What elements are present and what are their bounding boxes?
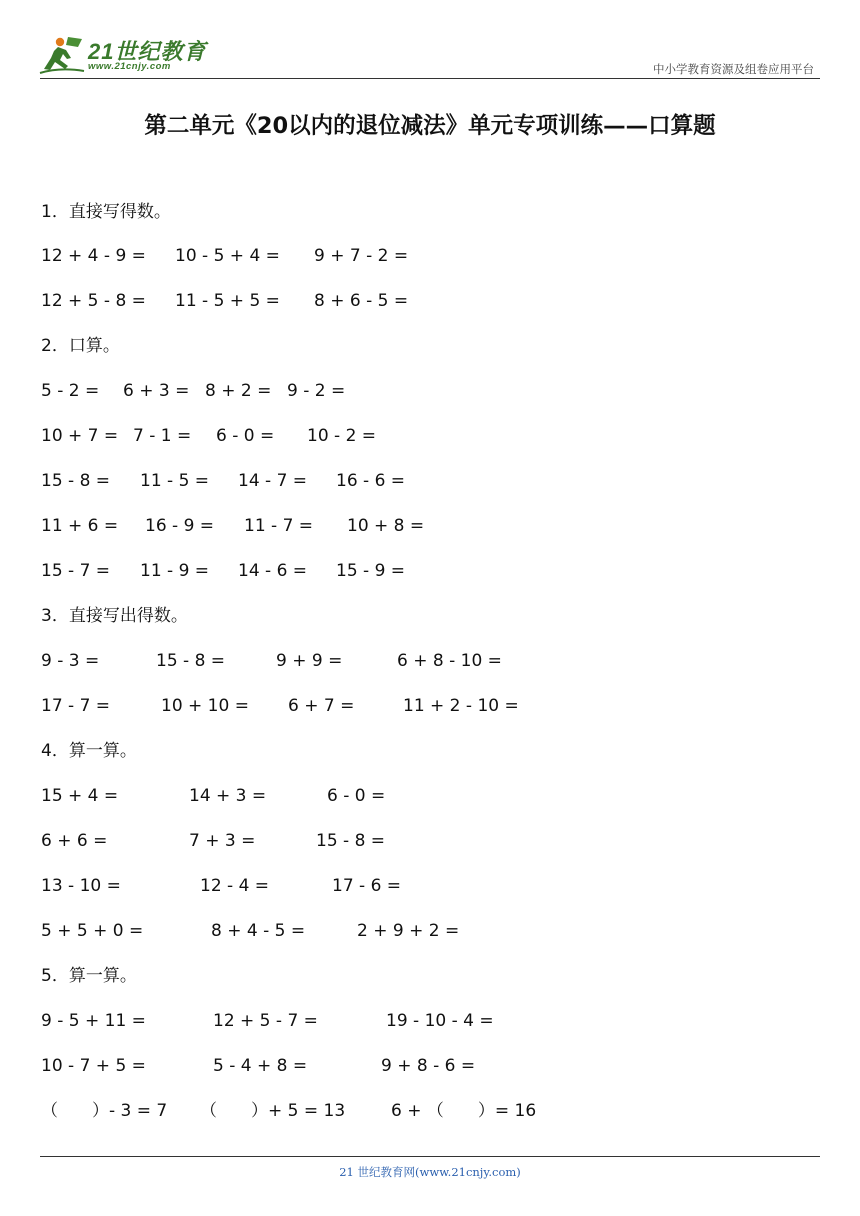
- expression: 16 - 9 =: [145, 516, 215, 536]
- expression: 9 - 5 + 11 =: [41, 1011, 146, 1031]
- expression: 6 + 6 =: [41, 831, 108, 851]
- expression: 6 - 0 =: [216, 426, 275, 446]
- expression: 10 - 7 + 5 =: [41, 1056, 146, 1076]
- expression: 5 - 4 + 8 =: [213, 1056, 308, 1076]
- expression: 6 + 7 =: [288, 696, 355, 716]
- exercise-row: [0, 1006, 860, 1036]
- expression: 17 - 6 =: [332, 876, 402, 896]
- section-4-heading: 4．算一算。: [41, 741, 137, 761]
- expression: 13 - 10 =: [41, 876, 121, 896]
- expression: 11 + 6 =: [41, 516, 119, 536]
- expression: 14 - 7 =: [238, 471, 308, 491]
- expression: 7 - 1 =: [133, 426, 192, 446]
- expression: 8 + 2 =: [205, 381, 272, 401]
- expression: 11 + 2 - 10 =: [403, 696, 519, 716]
- expression: 15 - 9 =: [336, 561, 406, 581]
- expression: 6 - 0 =: [327, 786, 386, 806]
- expression: 12 - 4 =: [200, 876, 270, 896]
- expression: 9 + 8 - 6 =: [381, 1056, 476, 1076]
- page-title: 第二单元《20以内的退位减法》单元专项训练——口算题: [144, 113, 716, 139]
- section-2-heading: 2．口算。: [41, 336, 120, 356]
- expression: 16 - 6 =: [336, 471, 406, 491]
- section-3-heading: 3．直接写出得数。: [41, 606, 188, 626]
- exercise-row: [0, 781, 860, 811]
- expression: 6 + 3 =: [123, 381, 190, 401]
- expression: 11 - 7 =: [244, 516, 314, 536]
- section-1-heading: 1．直接写得数。: [41, 202, 171, 222]
- exercise-row: [0, 241, 860, 271]
- exercise-row: [0, 376, 860, 406]
- exercise-row: [0, 511, 860, 541]
- expression: 2 + 9 + 2 =: [357, 921, 460, 941]
- exercise-row: [0, 1051, 860, 1081]
- exercise-row: [0, 691, 860, 721]
- expression: 9 + 7 - 2 =: [314, 246, 409, 266]
- expression: 12 + 5 - 7 =: [213, 1011, 318, 1031]
- expression: 9 - 2 =: [287, 381, 346, 401]
- expression: 11 - 5 =: [140, 471, 210, 491]
- exercise-row: [0, 871, 860, 901]
- expression: 12 + 5 - 8 =: [41, 291, 146, 311]
- exercise-row: [0, 1096, 860, 1126]
- header-tagline: 中小学教育资源及组卷应用平台: [653, 62, 814, 76]
- expression: 8 + 6 - 5 =: [314, 291, 409, 311]
- expression: 11 - 9 =: [140, 561, 210, 581]
- expression: 11 - 5 + 5 =: [175, 291, 280, 311]
- exercise-row: [0, 466, 860, 496]
- blank-expression: （ ）- 3 = 7: [41, 1101, 168, 1121]
- expression: 15 - 8 =: [316, 831, 386, 851]
- expression: 17 - 7 =: [41, 696, 111, 716]
- expression: 8 + 4 - 5 =: [211, 921, 306, 941]
- expression: 15 + 4 =: [41, 786, 119, 806]
- exercise-row: [0, 556, 860, 586]
- expression: 14 + 3 =: [189, 786, 267, 806]
- expression: 9 + 9 =: [276, 651, 343, 671]
- expression: 10 + 8 =: [347, 516, 425, 536]
- section-5-heading: 5．算一算。: [41, 966, 137, 986]
- blank-expression: （ ）+ 5 = 13: [200, 1101, 346, 1121]
- expression: 5 - 2 =: [41, 381, 100, 401]
- exercise-row: [0, 286, 860, 316]
- expression: 19 - 10 - 4 =: [386, 1011, 494, 1031]
- expression: 10 + 10 =: [161, 696, 249, 716]
- exercise-row: [0, 916, 860, 946]
- exercise-row: [0, 646, 860, 676]
- expression: 15 - 7 =: [41, 561, 111, 581]
- exercise-row: [0, 826, 860, 856]
- blank-expression: 6 + （ ）= 16: [391, 1101, 537, 1121]
- expression: 9 - 3 =: [41, 651, 100, 671]
- expression: 10 - 2 =: [307, 426, 377, 446]
- expression: 15 - 8 =: [41, 471, 111, 491]
- footer-divider: [40, 1156, 820, 1157]
- expression: 6 + 8 - 10 =: [397, 651, 502, 671]
- footer-copyright: 21 世纪教育网(www.21cnjy.com): [339, 1165, 521, 1179]
- expression: 10 - 5 + 4 =: [175, 246, 280, 266]
- expression: 5 + 5 + 0 =: [41, 921, 144, 941]
- logo-url-text: www.21cnjy.com: [88, 61, 171, 72]
- expression: 7 + 3 =: [189, 831, 256, 851]
- expression: 12 + 4 - 9 =: [41, 246, 146, 266]
- expression: 15 - 8 =: [156, 651, 226, 671]
- expression: 10 + 7 =: [41, 426, 119, 446]
- expression: 14 - 6 =: [238, 561, 308, 581]
- exercise-row: [0, 421, 860, 451]
- logo-brand-text: 21世纪教育: [88, 39, 207, 64]
